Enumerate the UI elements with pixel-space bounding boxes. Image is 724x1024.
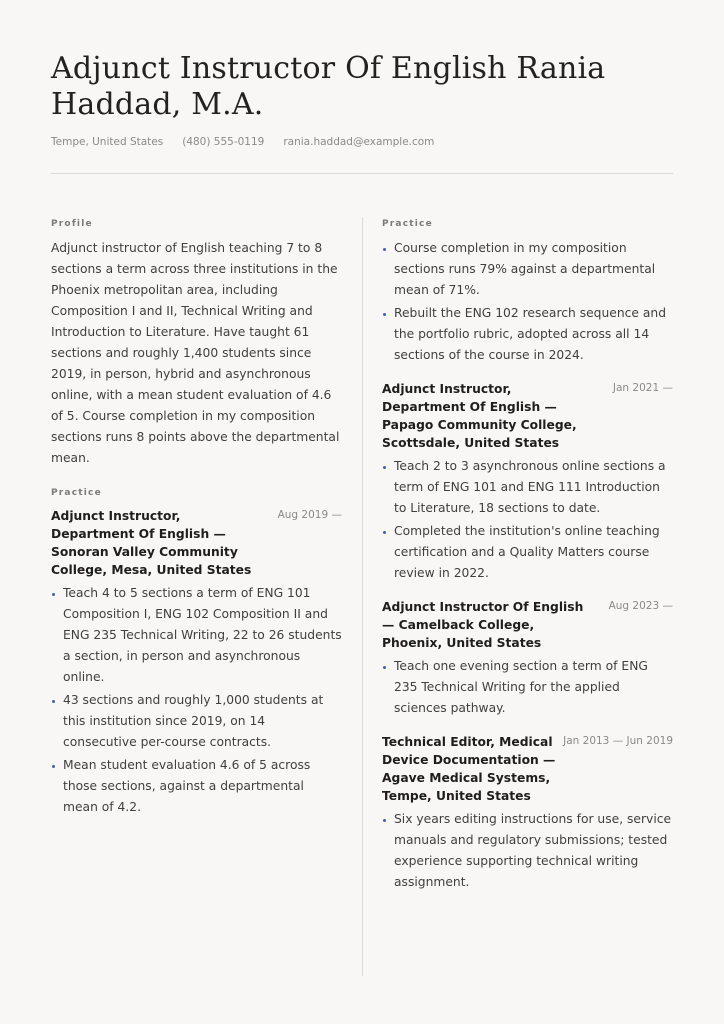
bullet-item: Teach one evening section a term of ENG 235 Technical Writing for the applied sciences pathway. [382, 656, 673, 719]
contact-line [51, 136, 434, 148]
job-header [382, 733, 673, 805]
left-column [51, 218, 342, 820]
continued-bullets [382, 238, 673, 366]
header-divider [51, 173, 673, 174]
job-bullets [382, 656, 673, 719]
bullet-item: Rebuilt the ENG 102 research sequence and the portfolio rubric, adopted across all 14 sections of the course in 2024. [382, 303, 673, 366]
bullet-item: Teach 2 to 3 asynchronous online sections a term of ENG 101 and ENG 111 Introduction to Literature, 18 sections to date. [382, 456, 673, 519]
job-title: Adjunct Instructor, Department Of English — Sonoran Valley Community College, Mesa, United States [51, 509, 252, 577]
profile-heading: Profile [51, 219, 93, 229]
bullet-item: Course completion in my composition sections runs 79% against a departmental mean of 71%. [382, 238, 673, 301]
bullet-item: 43 sections and roughly 1,000 students at this institution since 2019, on 14 consecutive per-course contracts. [51, 690, 342, 753]
job-header [382, 380, 673, 452]
practice-heading: Practice [51, 488, 102, 498]
job-bullets [51, 583, 342, 818]
job-header [51, 507, 342, 579]
job-date: Aug 2019 — [277, 509, 342, 521]
column-divider [362, 217, 363, 976]
job-bullets [382, 809, 673, 893]
bullet-item: Completed the institution's online teaching certification and a Quality Matters course review in 2022. [382, 521, 673, 584]
job-entry [382, 733, 673, 893]
job-date: Jan 2021 — [612, 382, 673, 394]
job-bullets [382, 456, 673, 584]
job-title: Adjunct Instructor Of English — Camelback College, Phoenix, United States [382, 600, 584, 650]
job-entry [382, 598, 673, 719]
job-date: Jan 2013 — Jun 2019 [563, 735, 673, 747]
bullet-item: Six years editing instructions for use, service manuals and regulatory submissions; tested experience supporting technical writing assignment. [382, 809, 673, 893]
contact-location: Tempe, United States [51, 136, 164, 148]
practice-heading-continued: Practice [382, 219, 433, 229]
bullet-item: Teach 4 to 5 sections a term of ENG 101 Composition I, ENG 102 Composition II and ENG 235 Technical Writing, 22 to 26 students a section, in person and asynchronous online. [51, 583, 342, 688]
job-header [382, 598, 673, 652]
job-entry [51, 507, 342, 818]
job-title: Technical Editor, Medical Device Documentation — Agave Medical Systems, Tempe, United States [382, 735, 556, 803]
contact-email: rania.haddad@example.com [283, 136, 435, 148]
job-date: Aug 2023 — [608, 600, 673, 612]
bullet-item: Mean student evaluation 4.6 of 5 across those sections, against a departmental mean of 4.2. [51, 755, 342, 818]
profile-text: Adjunct instructor of English teaching 7 to 8 sections a term across three institutions in the Phoenix metropolitan area, including Composition I and II, Technical Writing and Introduction to Literature. Have taught 61 sections and roughly 1,400 students since 2019, in person, hybrid and asynchronous online, with a mean student evaluation of 4.6 of 5. Course completion in my composition sections runs 8 points above the departmental mean. [51, 241, 340, 465]
job-entry [382, 380, 673, 584]
job-title: Adjunct Instructor, Department Of English — Papago Community College, Scottsdale, United States [382, 382, 577, 450]
right-column [382, 218, 673, 895]
resume-name: Adjunct Instructor Of English Rania Haddad, M.A. [51, 51, 606, 122]
contact-phone: (480) 555-0119 [182, 136, 265, 148]
